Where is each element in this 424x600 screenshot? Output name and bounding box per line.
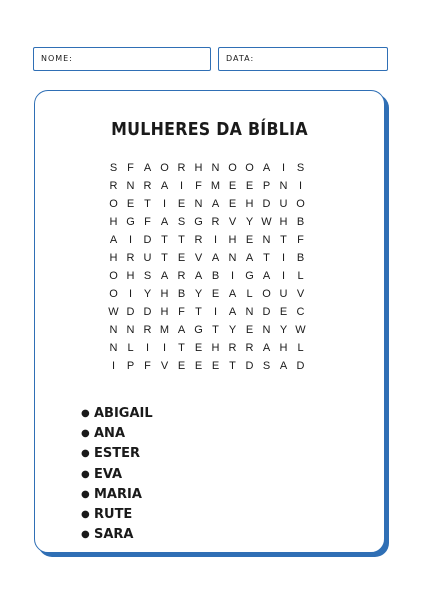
- grid-cell[interactable]: R: [194, 234, 203, 246]
- grid-cell[interactable]: S: [109, 162, 118, 174]
- grid-cell[interactable]: N: [126, 324, 135, 336]
- grid-cell[interactable]: T: [161, 252, 168, 264]
- grid-cell[interactable]: E: [126, 198, 135, 210]
- grid-cell[interactable]: V: [194, 252, 203, 264]
- grid-cell[interactable]: D: [143, 306, 152, 318]
- grid-cell[interactable]: P: [126, 360, 135, 372]
- bullet-icon: ●: [81, 407, 90, 419]
- grid-cell[interactable]: E: [245, 180, 254, 192]
- grid-cell[interactable]: I: [298, 180, 303, 192]
- name-field[interactable]: [33, 47, 211, 71]
- grid-cell[interactable]: I: [213, 306, 218, 318]
- grid-cell[interactable]: E: [228, 180, 237, 192]
- grid-cell[interactable]: A: [279, 360, 288, 372]
- grid-cell[interactable]: W: [108, 306, 119, 318]
- grid-cell[interactable]: E: [211, 360, 220, 372]
- bullet-icon: ●: [81, 427, 90, 439]
- grid-cell[interactable]: O: [109, 198, 118, 210]
- grid-cell[interactable]: S: [262, 360, 271, 372]
- grid-cell[interactable]: A: [211, 198, 220, 210]
- grid-cell[interactable]: A: [245, 252, 254, 264]
- grid-cell[interactable]: T: [195, 306, 202, 318]
- grid-cell[interactable]: D: [126, 306, 135, 318]
- grid-cell[interactable]: N: [245, 306, 254, 318]
- grid-cell[interactable]: H: [211, 342, 220, 354]
- grid-cell[interactable]: E: [177, 252, 186, 264]
- grid-cell[interactable]: I: [281, 162, 286, 174]
- grid-cell[interactable]: A: [109, 234, 118, 246]
- grid-cell[interactable]: N: [262, 324, 271, 336]
- word-label: RUTE: [94, 507, 133, 523]
- grid-cell[interactable]: Y: [143, 288, 152, 300]
- grid-cell[interactable]: I: [128, 288, 133, 300]
- grid-cell[interactable]: V: [228, 216, 237, 228]
- grid-cell[interactable]: S: [296, 162, 305, 174]
- grid-cell[interactable]: I: [162, 342, 167, 354]
- date-field[interactable]: [218, 47, 388, 71]
- bullet-icon: ●: [81, 468, 90, 480]
- grid-cell[interactable]: N: [109, 342, 118, 354]
- grid-cell[interactable]: A: [177, 324, 186, 336]
- grid-cell[interactable]: B: [296, 252, 305, 264]
- grid-cell[interactable]: C: [296, 306, 305, 318]
- grid-cell[interactable]: Y: [228, 324, 237, 336]
- grid-cell[interactable]: A: [160, 180, 169, 192]
- grid-cell[interactable]: B: [211, 270, 220, 282]
- grid-cell[interactable]: A: [160, 270, 169, 282]
- grid-cell[interactable]: V: [160, 360, 169, 372]
- grid-cell[interactable]: A: [228, 288, 237, 300]
- grid-cell[interactable]: N: [262, 234, 271, 246]
- grid-cell[interactable]: F: [144, 360, 151, 372]
- grid-cell[interactable]: R: [126, 252, 135, 264]
- grid-cell[interactable]: G: [126, 216, 135, 228]
- grid-cell[interactable]: F: [144, 216, 151, 228]
- grid-cell[interactable]: R: [143, 180, 152, 192]
- grid-cell[interactable]: S: [177, 216, 186, 228]
- grid-cell[interactable]: L: [297, 342, 304, 354]
- grid-cell[interactable]: F: [297, 234, 304, 246]
- grid-cell[interactable]: G: [194, 216, 203, 228]
- grid-cell[interactable]: T: [280, 234, 287, 246]
- grid-cell[interactable]: N: [194, 198, 203, 210]
- grid-cell[interactable]: D: [245, 360, 254, 372]
- word-list: [81, 403, 153, 545]
- grid-cell[interactable]: Y: [279, 324, 288, 336]
- word-label: SARA: [94, 527, 134, 543]
- grid-cell[interactable]: B: [296, 216, 305, 228]
- grid-cell[interactable]: U: [143, 252, 152, 264]
- date-label: DATA:: [226, 54, 255, 63]
- grid-cell[interactable]: F: [178, 306, 185, 318]
- grid-cell[interactable]: T: [178, 234, 185, 246]
- grid-cell[interactable]: U: [279, 198, 288, 210]
- word-label: ABIGAIL: [94, 405, 153, 421]
- grid-cell[interactable]: O: [262, 288, 271, 300]
- grid-cell[interactable]: E: [194, 342, 203, 354]
- grid-cell[interactable]: A: [228, 306, 237, 318]
- word-list-item: [81, 444, 153, 464]
- grid-cell[interactable]: E: [279, 306, 288, 318]
- grid-cell[interactable]: R: [211, 216, 220, 228]
- grid-cell[interactable]: E: [245, 324, 254, 336]
- word-list-item: [81, 423, 153, 443]
- grid-cell[interactable]: E: [211, 288, 220, 300]
- grid-cell[interactable]: I: [281, 270, 286, 282]
- word-list-item: [81, 525, 153, 545]
- grid-cell[interactable]: T: [161, 234, 168, 246]
- grid-cell[interactable]: I: [179, 180, 184, 192]
- grid-cell[interactable]: T: [144, 198, 151, 210]
- grid-cell[interactable]: A: [262, 270, 271, 282]
- grid-cell[interactable]: I: [162, 198, 167, 210]
- grid-cell[interactable]: F: [195, 180, 202, 192]
- grid-cell[interactable]: I: [230, 270, 235, 282]
- word-list-item: [81, 464, 153, 484]
- word-label: MARIA: [94, 486, 142, 502]
- grid-cell[interactable]: A: [143, 162, 152, 174]
- grid-cell[interactable]: T: [212, 324, 219, 336]
- grid-cell[interactable]: N: [109, 324, 118, 336]
- grid-cell[interactable]: F: [127, 162, 134, 174]
- word-label: ESTER: [94, 446, 141, 462]
- grid-cell[interactable]: R: [177, 270, 186, 282]
- grid-cell[interactable]: N: [126, 180, 135, 192]
- bullet-icon: ●: [81, 509, 90, 521]
- grid-cell[interactable]: D: [262, 306, 271, 318]
- grid-cell[interactable]: I: [213, 234, 218, 246]
- grid-cell[interactable]: V: [296, 288, 305, 300]
- grid-cell[interactable]: R: [109, 180, 118, 192]
- grid-cell[interactable]: Y: [194, 288, 203, 300]
- grid-cell[interactable]: E: [228, 198, 237, 210]
- grid-cell[interactable]: G: [245, 270, 254, 282]
- grid-cell[interactable]: E: [194, 360, 203, 372]
- grid-cell[interactable]: I: [145, 342, 150, 354]
- grid-cell[interactable]: R: [143, 324, 152, 336]
- grid-cell[interactable]: G: [194, 324, 203, 336]
- word-label: ANA: [94, 425, 126, 441]
- grid-cell[interactable]: W: [261, 216, 272, 228]
- grid-cell[interactable]: A: [160, 216, 169, 228]
- grid-cell[interactable]: R: [228, 342, 237, 354]
- grid-cell[interactable]: N: [228, 252, 237, 264]
- word-list-item: [81, 504, 153, 524]
- grid-cell[interactable]: A: [262, 342, 271, 354]
- grid-cell[interactable]: I: [128, 234, 133, 246]
- grid-cell[interactable]: L: [246, 288, 253, 300]
- grid-cell[interactable]: H: [279, 216, 288, 228]
- grid-cell[interactable]: E: [245, 234, 254, 246]
- grid-cell[interactable]: D: [262, 198, 271, 210]
- grid-cell[interactable]: R: [245, 342, 254, 354]
- grid-cell[interactable]: O: [228, 162, 237, 174]
- grid-cell[interactable]: E: [177, 198, 186, 210]
- grid-cell[interactable]: O: [109, 288, 118, 300]
- grid-cell[interactable]: I: [281, 252, 286, 264]
- grid-cell[interactable]: O: [296, 198, 305, 210]
- grid-cell[interactable]: W: [295, 324, 306, 336]
- grid-cell[interactable]: H: [160, 306, 169, 318]
- puzzle-title: MULHERES DA BÍBLIA: [111, 119, 308, 140]
- name-label: NOME:: [41, 54, 73, 63]
- grid-cell[interactable]: O: [245, 162, 254, 174]
- grid-cell[interactable]: D: [296, 360, 305, 372]
- letter-grid: [105, 159, 309, 375]
- grid-cell[interactable]: N: [279, 180, 288, 192]
- grid-cell[interactable]: H: [109, 216, 118, 228]
- word-list-item: [81, 403, 153, 423]
- grid-cell[interactable]: O: [109, 270, 118, 282]
- bullet-icon: ●: [81, 488, 90, 500]
- grid-cell[interactable]: M: [210, 180, 221, 192]
- grid-cell[interactable]: T: [178, 342, 185, 354]
- grid-cell[interactable]: U: [279, 288, 288, 300]
- grid-cell[interactable]: H: [279, 342, 288, 354]
- grid-cell[interactable]: L: [297, 270, 304, 282]
- bullet-icon: ●: [81, 448, 90, 460]
- grid-cell[interactable]: N: [211, 162, 220, 174]
- grid-cell[interactable]: B: [177, 288, 186, 300]
- grid-cell[interactable]: H: [228, 234, 237, 246]
- grid-cell[interactable]: P: [262, 180, 271, 192]
- grid-cell[interactable]: H: [245, 198, 254, 210]
- grid-cell[interactable]: S: [143, 270, 152, 282]
- grid-cell[interactable]: I: [111, 360, 116, 372]
- grid-cell[interactable]: H: [194, 162, 203, 174]
- grid-cell[interactable]: T: [263, 252, 270, 264]
- grid-cell[interactable]: H: [160, 288, 169, 300]
- grid-cell[interactable]: A: [194, 270, 203, 282]
- grid-cell[interactable]: O: [160, 162, 169, 174]
- grid-cell[interactable]: E: [177, 360, 186, 372]
- grid-cell[interactable]: A: [262, 162, 271, 174]
- grid-cell[interactable]: M: [159, 324, 170, 336]
- word-label: EVA: [94, 466, 123, 482]
- grid-cell[interactable]: R: [177, 162, 186, 174]
- word-search-card: [34, 90, 385, 553]
- grid-cell[interactable]: D: [143, 234, 152, 246]
- word-list-item: [81, 484, 153, 504]
- grid-cell[interactable]: Y: [245, 216, 254, 228]
- grid-cell[interactable]: T: [229, 360, 236, 372]
- grid-cell[interactable]: H: [109, 252, 118, 264]
- bullet-icon: ●: [81, 529, 90, 541]
- grid-cell[interactable]: H: [126, 270, 135, 282]
- grid-cell[interactable]: L: [127, 342, 134, 354]
- grid-cell[interactable]: A: [211, 252, 220, 264]
